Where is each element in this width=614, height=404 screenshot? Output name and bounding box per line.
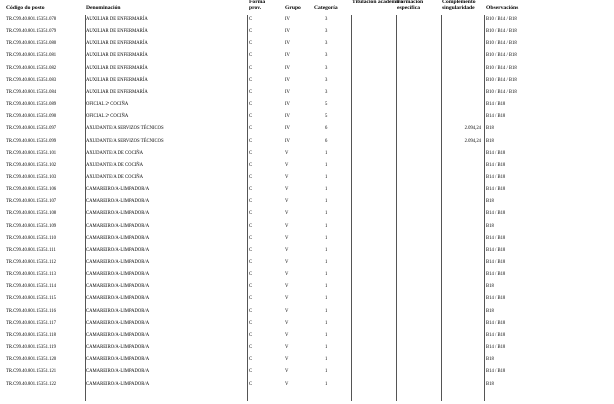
- cell-position-code: TR.C99.40.801.15351.089: [6, 102, 57, 108]
- cell-categoria: 5: [325, 114, 328, 120]
- cell-grupo: V: [285, 320, 289, 326]
- header-forma-prov-line1: Forma: [249, 0, 266, 5]
- cell-denomination: CAMAREIRO/A-LIMPADOR/A: [86, 320, 150, 326]
- cell-denomination: CAMAREIRO/A-LIMPADOR/A: [86, 332, 150, 338]
- cell-position-code: TR.C99.40.801.15351.121: [6, 369, 57, 375]
- cell-denomination: CAMAREIRO/A-LIMPADOR/A: [86, 199, 150, 205]
- cell-observacions: B14 / B18: [486, 247, 506, 253]
- cell-observacions: B10 / B14 / B18: [486, 29, 517, 35]
- cell-denomination: AUXILIAR DE ENFERMARÍA: [86, 65, 148, 71]
- cell-position-code: TR.C99.40.801.15351.118: [6, 332, 56, 338]
- cell-categoria: 1: [325, 235, 328, 241]
- cell-grupo: V: [285, 247, 289, 253]
- header-formacion-line1: Formación: [397, 0, 424, 5]
- cell-grupo: V: [285, 308, 289, 314]
- cell-position-code: TR.C99.40.801.15351.106: [6, 187, 57, 193]
- cell-grupo: V: [285, 235, 289, 241]
- table-row: [0, 236, 614, 248]
- table-row: [0, 369, 614, 381]
- cell-forma-prov: C: [249, 211, 253, 217]
- cell-categoria: 1: [325, 150, 328, 156]
- cell-denomination: AUXILIAR DE ENFERMARÍA: [86, 41, 148, 47]
- table-row: [0, 29, 614, 41]
- header-grupo: Grupo: [285, 5, 301, 11]
- cell-denomination: AUXILIAR DE ENFERMARÍA: [86, 29, 148, 35]
- table-row: [0, 357, 614, 369]
- cell-observacions: B18: [486, 138, 494, 144]
- cell-position-code: TR.C99.40.801.15351.108: [6, 211, 57, 217]
- cell-categoria: 6: [325, 138, 328, 144]
- cell-forma-prov: C: [249, 235, 253, 241]
- cell-denomination: AUXILIAR DE ENFERMARÍA: [86, 53, 148, 59]
- cell-forma-prov: C: [249, 332, 253, 338]
- header-formacion: [397, 0, 423, 11]
- cell-grupo: V: [285, 332, 289, 338]
- cell-position-code: TR.C99.40.801.15351.099: [6, 138, 57, 144]
- cell-forma-prov: C: [249, 345, 253, 351]
- cell-forma-prov: C: [249, 320, 253, 326]
- cell-denomination: OFICIAL 2ª COCIÑA: [86, 102, 129, 108]
- table-row: [0, 321, 614, 333]
- cell-grupo: IV: [285, 138, 290, 144]
- cell-observacions: B14 / B18: [486, 320, 506, 326]
- cell-categoria: 1: [325, 357, 328, 363]
- cell-grupo: IV: [285, 77, 290, 83]
- cell-position-code: TR.C99.40.801.15351.109: [6, 223, 57, 229]
- cell-forma-prov: C: [249, 102, 253, 108]
- cell-denomination: OFICIAL 2ª COCIÑA: [86, 114, 129, 120]
- cell-denomination: AXUDANTE/A SERVIZOS TÉCNICOS: [86, 126, 164, 132]
- cell-grupo: V: [285, 369, 289, 375]
- cell-observacions: B14 / B18: [486, 174, 506, 180]
- cell-categoria: 3: [325, 77, 328, 83]
- cell-categoria: 3: [325, 65, 328, 71]
- cell-forma-prov: C: [249, 138, 253, 144]
- table-row: [0, 309, 614, 321]
- cell-denomination: AXUDANTE/A DE COCIÑA: [86, 150, 144, 156]
- cell-grupo: IV: [285, 114, 290, 120]
- cell-forma-prov: C: [249, 260, 253, 265]
- table-row: [0, 272, 614, 284]
- cell-grupo: IV: [285, 29, 290, 35]
- cell-denomination: CAMAREIRO/A-LIMPADOR/A: [86, 381, 150, 387]
- cell-denomination: CAMAREIRO/A-LIMPADOR/A: [86, 284, 150, 290]
- cell-categoria: 5: [325, 102, 328, 108]
- table-row: [0, 163, 614, 175]
- cell-position-code: TR.C99.40.801.15351.079: [6, 29, 57, 35]
- cell-denomination: CAMAREIRO/A-LIMPADOR/A: [86, 369, 150, 375]
- cell-categoria: 1: [325, 272, 328, 278]
- cell-forma-prov: C: [249, 65, 253, 71]
- cell-categoria: 1: [325, 320, 328, 326]
- cell-position-code: TR.C99.40.801.15351.097: [6, 126, 57, 132]
- cell-forma-prov: C: [249, 187, 253, 193]
- cell-observacions: B18: [486, 284, 494, 290]
- cell-forma-prov: C: [249, 29, 253, 35]
- table-row: [0, 248, 614, 260]
- cell-observacions: B10 / B14 / B18: [486, 41, 517, 47]
- cell-forma-prov: C: [249, 247, 253, 253]
- cell-position-code: TR.C99.40.801.15351.116: [6, 308, 56, 314]
- cell-categoria: 3: [325, 17, 328, 22]
- cell-grupo: V: [285, 211, 289, 217]
- cell-denomination: CAMAREIRO/A-LIMPADOR/A: [86, 247, 150, 253]
- cell-categoria: 1: [325, 223, 328, 229]
- cell-position-code: TR.C99.40.801.15351.117: [6, 320, 56, 326]
- cell-position-code: TR.C99.40.801.15351.101: [6, 150, 57, 156]
- cell-position-code: TR.C99.40.801.15351.115: [6, 296, 56, 302]
- cell-forma-prov: C: [249, 357, 253, 363]
- cell-grupo: V: [285, 357, 289, 363]
- header-codigo: Código do posto: [6, 5, 45, 11]
- cell-denomination: AUXILIAR DE ENFERMARÍA: [86, 77, 148, 83]
- cell-categoria: 1: [325, 260, 328, 265]
- cell-position-code: TR.C99.40.801.15351.114: [6, 284, 56, 290]
- cell-denomination: AXUDANTE/A DE COCIÑA: [86, 174, 144, 180]
- cell-categoria: 1: [325, 308, 328, 314]
- cell-observacions: B14 / B18: [486, 345, 506, 351]
- table-row: [0, 102, 614, 114]
- cell-grupo: V: [285, 272, 289, 278]
- header-observacions: Observacións: [486, 5, 519, 11]
- cell-forma-prov: C: [249, 272, 253, 278]
- cell-grupo: V: [285, 150, 289, 156]
- cell-grupo: IV: [285, 89, 290, 95]
- table-row: [0, 41, 614, 53]
- cell-position-code: TR.C99.40.801.15351.090: [6, 114, 57, 120]
- table-row: [0, 187, 614, 199]
- cell-position-code: TR.C99.40.801.15351.112: [6, 260, 56, 265]
- cell-forma-prov: C: [249, 284, 253, 290]
- cell-forma-prov: C: [249, 41, 253, 47]
- cell-forma-prov: C: [249, 114, 253, 120]
- cell-denomination: AXUDANTE/A SERVIZOS TÉCNICOS: [86, 138, 164, 144]
- cell-categoria: 1: [325, 381, 328, 387]
- cell-observacions: B14 / B18: [486, 260, 506, 265]
- header-formacion-line2: específica: [397, 5, 420, 12]
- table-row: [0, 199, 614, 211]
- table-row: [0, 345, 614, 357]
- header-forma-prov: [249, 0, 265, 11]
- header-complemento: [442, 0, 476, 11]
- cell-categoria: 1: [325, 284, 328, 290]
- cell-categoria: 6: [325, 126, 328, 132]
- cell-observacions: B14 / B18: [486, 150, 506, 156]
- table-row: [0, 382, 614, 394]
- cell-observacions: B10 / B14 / B18: [486, 89, 517, 95]
- cell-observacions: B18: [486, 223, 494, 229]
- cell-categoria: 1: [325, 162, 328, 168]
- table-row: [0, 211, 614, 223]
- cell-denomination: CAMAREIRO/A-LIMPADOR/A: [86, 235, 150, 241]
- cell-position-code: TR.C99.40.801.15351.120: [6, 357, 57, 363]
- table-row: [0, 260, 614, 272]
- cell-forma-prov: C: [249, 17, 253, 22]
- cell-categoria: 1: [325, 199, 328, 205]
- cell-observacions: B18: [486, 357, 494, 363]
- cell-denomination: CAMAREIRO/A-LIMPADOR/A: [86, 357, 150, 363]
- cell-grupo: V: [285, 187, 289, 193]
- cell-observacions: B14 / B18: [486, 272, 506, 278]
- cell-forma-prov: C: [249, 89, 253, 95]
- cell-forma-prov: C: [249, 162, 253, 168]
- cell-position-code: TR.C99.40.801.15351.080: [6, 41, 57, 47]
- table-row: [0, 284, 614, 296]
- table-row: [0, 296, 614, 308]
- cell-grupo: V: [285, 260, 289, 265]
- table-row: [0, 90, 614, 102]
- cell-categoria: 1: [325, 174, 328, 180]
- cell-observacions: B14 / B18: [486, 235, 506, 241]
- cell-observacions: B14 / B18: [486, 162, 506, 168]
- cell-denomination: AUXILIAR DE ENFERMARÍA: [86, 89, 148, 95]
- cell-observacions: B18: [486, 199, 494, 205]
- cell-complemento: 2.094,24: [464, 138, 481, 144]
- cell-forma-prov: C: [249, 223, 253, 229]
- cell-forma-prov: C: [249, 308, 253, 314]
- table-row: [0, 114, 614, 126]
- table-row: [0, 139, 614, 151]
- cell-denomination: AUXILIAR DE ENFERMARÍA: [86, 17, 148, 22]
- header-forma-prov-line2: prov.: [249, 5, 262, 12]
- cell-denomination: CAMAREIRO/A-LIMPADOR/A: [86, 260, 150, 265]
- table-row: [0, 151, 614, 163]
- cell-grupo: IV: [285, 53, 290, 59]
- cell-observacions: B14 / B18: [486, 296, 506, 302]
- table-row: [0, 126, 614, 138]
- cell-denomination: CAMAREIRO/A-LIMPADOR/A: [86, 296, 150, 302]
- cell-forma-prov: C: [249, 53, 253, 59]
- cell-denomination: CAMAREIRO/A-LIMPADOR/A: [86, 187, 150, 193]
- cell-categoria: 1: [325, 296, 328, 302]
- cell-observacions: B10 / B14 / B18: [486, 53, 517, 59]
- cell-forma-prov: C: [249, 199, 253, 205]
- cell-denomination: CAMAREIRO/A-LIMPADOR/A: [86, 345, 150, 351]
- cell-observacions: B14 / B18: [486, 211, 506, 217]
- cell-observacions: B18: [486, 381, 494, 387]
- cell-position-code: TR.C99.40.801.15351.111: [6, 247, 56, 253]
- table-row: [0, 333, 614, 345]
- cell-observacions: B14 / B18: [486, 369, 506, 375]
- table-row: [0, 78, 614, 90]
- header-denominacion: Denominación: [86, 5, 121, 11]
- table-row: [0, 175, 614, 187]
- cell-grupo: V: [285, 162, 289, 168]
- cell-grupo: IV: [285, 65, 290, 71]
- cell-forma-prov: C: [249, 150, 253, 156]
- cell-denomination: CAMAREIRO/A-LIMPADOR/A: [86, 211, 150, 217]
- cell-position-code: TR.C99.40.801.15351.119: [6, 345, 56, 351]
- cell-categoria: 3: [325, 29, 328, 35]
- cell-grupo: IV: [285, 17, 290, 22]
- cell-grupo: V: [285, 345, 289, 351]
- table-row: [0, 224, 614, 236]
- cell-observacions: B18: [486, 308, 494, 314]
- cell-grupo: V: [285, 296, 289, 302]
- cell-forma-prov: C: [249, 296, 253, 302]
- cell-observacions: B14 / B18: [486, 187, 506, 193]
- cell-position-code: TR.C99.40.801.15351.110: [6, 235, 56, 241]
- cell-observacions: B10 / B14 / B18: [486, 65, 517, 71]
- cell-position-code: TR.C99.40.801.15351.122: [6, 381, 57, 387]
- cell-grupo: V: [285, 174, 289, 180]
- cell-observacions: B14 / B18: [486, 102, 506, 108]
- cell-forma-prov: C: [249, 369, 253, 375]
- cell-position-code: TR.C99.40.801.15351.081: [6, 53, 57, 59]
- table-row: [0, 66, 614, 78]
- cell-forma-prov: C: [249, 77, 253, 83]
- header-complemento-line1: Complemento: [442, 0, 476, 5]
- header-complemento-line2: singularidade: [442, 5, 475, 12]
- cell-position-code: TR.C99.40.801.15351.107: [6, 199, 57, 205]
- cell-denomination: AXUDANTE/A DE COCIÑA: [86, 162, 144, 168]
- cell-forma-prov: C: [249, 126, 253, 132]
- header-titulacion: Titulación académica: [352, 0, 404, 5]
- table-row: [0, 17, 614, 29]
- cell-position-code: TR.C99.40.801.15351.082: [6, 65, 57, 71]
- cell-position-code: TR.C99.40.801.15351.113: [6, 272, 56, 278]
- cell-grupo: V: [285, 199, 289, 205]
- cell-categoria: 3: [325, 89, 328, 95]
- cell-observacions: B18: [486, 126, 494, 132]
- cell-categoria: 1: [325, 211, 328, 217]
- cell-grupo: V: [285, 381, 289, 387]
- cell-position-code: TR.C99.40.801.15351.084: [6, 89, 57, 95]
- cell-observacions: B10 / B14 / B18: [486, 17, 517, 22]
- cell-observacions: B14 / B18: [486, 332, 506, 338]
- header-categoria: Categoría: [314, 5, 338, 11]
- cell-grupo: V: [285, 223, 289, 229]
- cell-forma-prov: C: [249, 381, 253, 387]
- cell-grupo: V: [285, 284, 289, 290]
- cell-position-code: TR.C99.40.801.15351.083: [6, 77, 57, 83]
- cell-categoria: 3: [325, 53, 328, 59]
- cell-observacions: B10 / B14 / B18: [486, 77, 517, 83]
- cell-categoria: 1: [325, 345, 328, 351]
- cell-complemento: 2.094,24: [464, 126, 481, 132]
- cell-position-code: TR.C99.40.801.15351.103: [6, 174, 57, 180]
- cell-denomination: CAMAREIRO/A-LIMPADOR/A: [86, 272, 150, 278]
- cell-categoria: 1: [325, 247, 328, 253]
- cell-categoria: 1: [325, 332, 328, 338]
- cell-grupo: IV: [285, 102, 290, 108]
- cell-observacions: B14 / B18: [486, 114, 506, 120]
- cell-grupo: IV: [285, 126, 290, 132]
- table-row: [0, 53, 614, 65]
- cell-categoria: 1: [325, 369, 328, 375]
- cell-position-code: TR.C99.40.801.15351.078: [6, 17, 57, 22]
- cell-categoria: 1: [325, 187, 328, 193]
- cell-denomination: CAMAREIRO/A-LIMPADOR/A: [86, 308, 150, 314]
- cell-grupo: IV: [285, 41, 290, 47]
- cell-categoria: 3: [325, 41, 328, 47]
- cell-forma-prov: C: [249, 174, 253, 180]
- cell-denomination: CAMAREIRO/A-LIMPADOR/A: [86, 223, 150, 229]
- cell-position-code: TR.C99.40.801.15351.102: [6, 162, 57, 168]
